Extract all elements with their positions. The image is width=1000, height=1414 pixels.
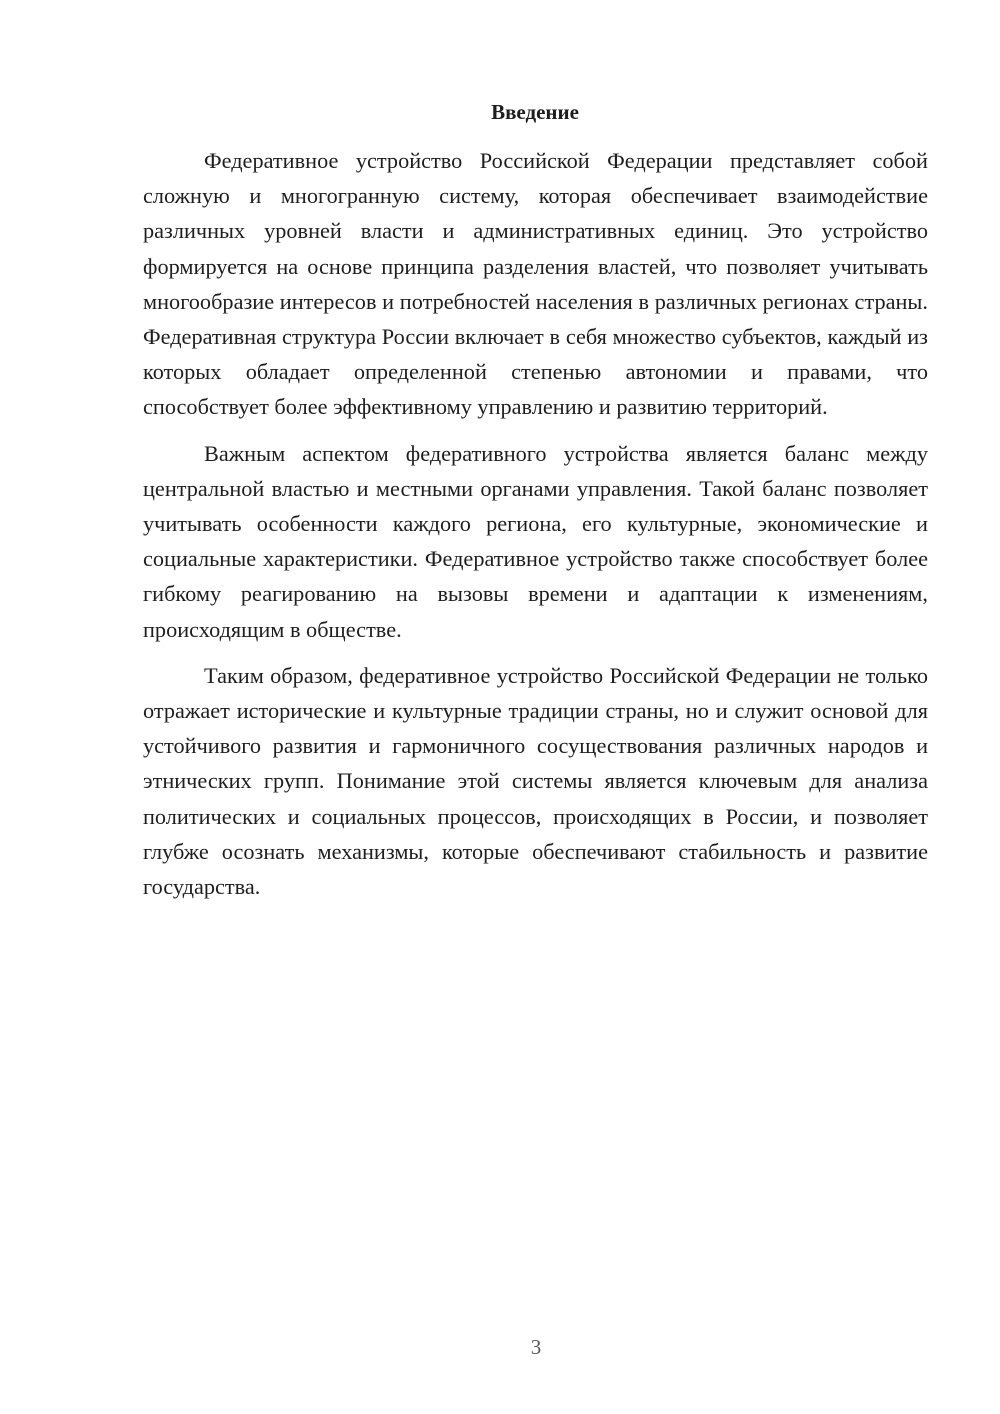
paragraph-2: Важным аспектом федеративного устройства является баланс между центральной властью и местными органами управления. Такой баланс позволяет учитывать особенности каждого региона, его культурные, экономические и социальные характеристики. Федеративное устройство также способствует более гибкому реагированию на вызовы времени и адаптации к изменениям, происходящим в обществе.	[143, 440, 928, 642]
body-text	[143, 143, 928, 904]
paragraph-1: Федеративное устройство Российской Федерации представляет собой сложную и многогранную систему, которая обеспечивает взаимодействие различных уровней власти и административных единиц. Это устройство формируется на основе принципа разделения властей, что позволяет учитывать многообразие интересов и потребностей населения в различных регионах страны. Федеративная структура России включает в себя множество субъектов, каждый из которых обладает определенной степенью автономии и правами, что способствует более эффективному управлению и развитию территорий.	[143, 148, 928, 420]
paragraph-3: Таким образом, федеративное устройство Российской Федерации не только отражает исторические и культурные традиции страны, но и служит основой для устойчивого развития и гармоничного сосуществования различных народов и этнических групп. Понимание этой системы является ключевым для анализа политических и социальных процессов, происходящих в России, и позволяет глубже осознать механизмы, которые обеспечивают стабильность и развитие государства.	[143, 662, 928, 900]
section-heading: Введение	[491, 100, 579, 124]
page-number: 3	[530, 1335, 542, 1359]
